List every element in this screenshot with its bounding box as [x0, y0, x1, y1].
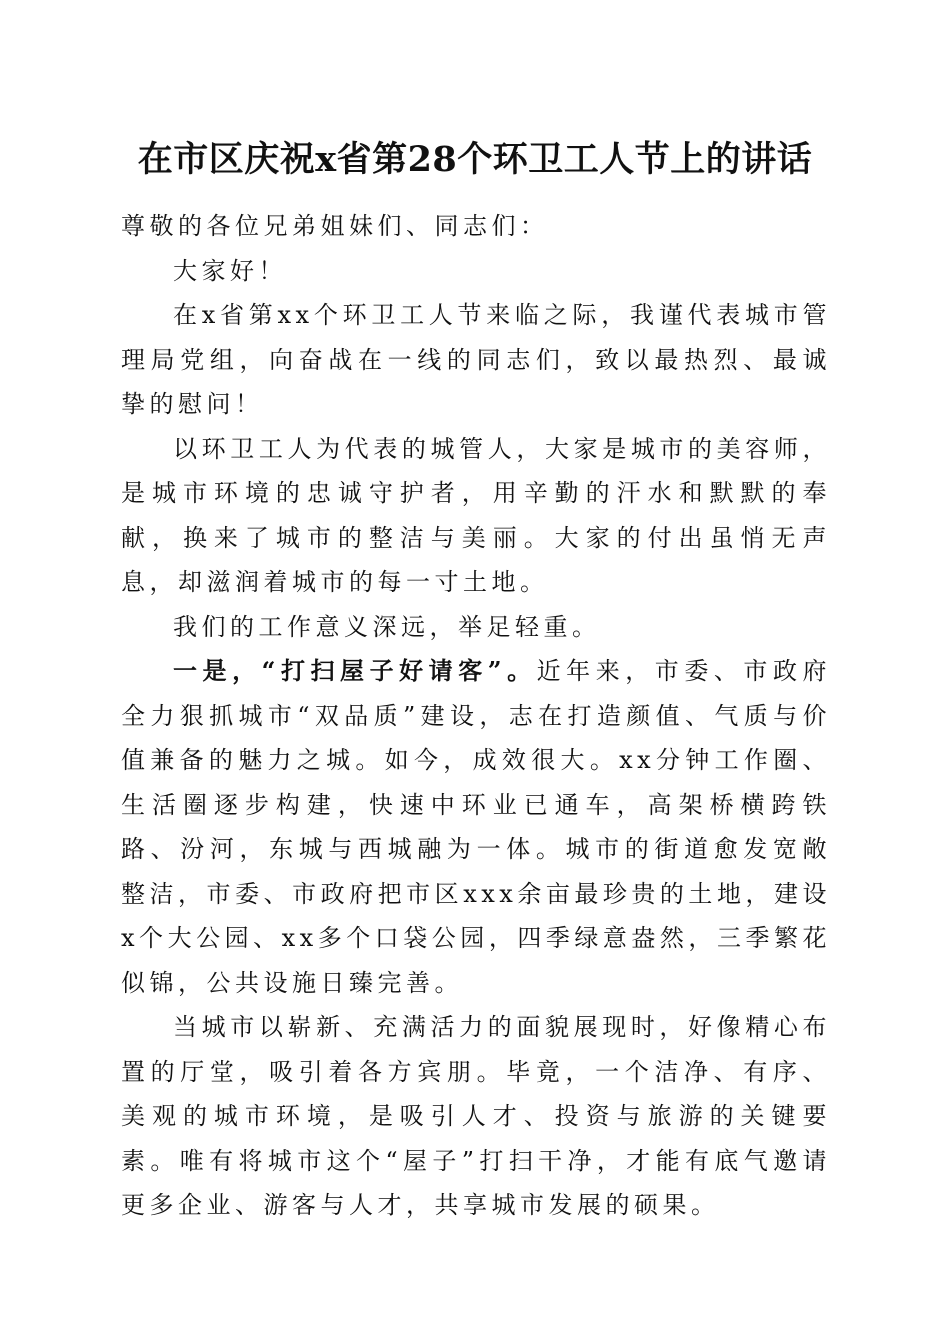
document-title: 在市区庆祝x省第28个环卫工人节上的讲话	[137, 139, 813, 180]
paragraph-significance: 我们的工作意义深远，举足轻重。	[173, 612, 601, 641]
document-body	[121, 204, 831, 1228]
paragraph-closing: 当城市以崭新、充满活力的面貌展现时，好像精心布置的厅堂，吸引着各方宾朋。毕竟，一个洁净、有序、美观的城市环境，是吸引人才、投资与旅游的关键要素。唯有将城市这个“屋子”打扫干净，才能有底气邀请更多企业、游客与人才，共享城市发展的硕果。	[121, 1013, 831, 1219]
point-one-text: 近年来，市委、市政府全力狠抓城市“双品质”建设，志在打造颜值、气质与价值兼备的魅力之城。如今，成效很大。xx分钟工作圈、生活圈逐步构建，快速中环业已通车，高架桥横跨铁路、汾河，东城与西城融为一体。城市的街道愈发宽敞整洁，市委、市政府把市区xxx余亩最珍贵的土地，建设x个大公园、xx多个口袋公园，四季绿意盎然，三季繁花似锦，公共设施日臻完善。	[121, 657, 832, 997]
salutation: 尊敬的各位兄弟姐妹们、同志们：	[121, 212, 549, 240]
paragraph-city-workers: 以环卫工人为代表的城管人，大家是城市的美容师，是城市环境的忠诚守护者，用辛勤的汗水和默默的奉献，换来了城市的整洁与美丽。大家的付出虽悄无声息，却滋润着城市的每一寸土地。	[121, 434, 831, 596]
paragraph-point-one	[121, 649, 831, 1005]
paragraph-greeting: 大家好！	[173, 256, 287, 285]
paragraph-condolence: 在x省第xx个环卫工人节来临之际，我谨代表城市管理局党组，向奋战在一线的同志们，致以最热烈、最诚挚的慰问！	[121, 301, 831, 418]
point-one-lead: 一是，“打扫屋子好请客”。	[173, 656, 537, 685]
